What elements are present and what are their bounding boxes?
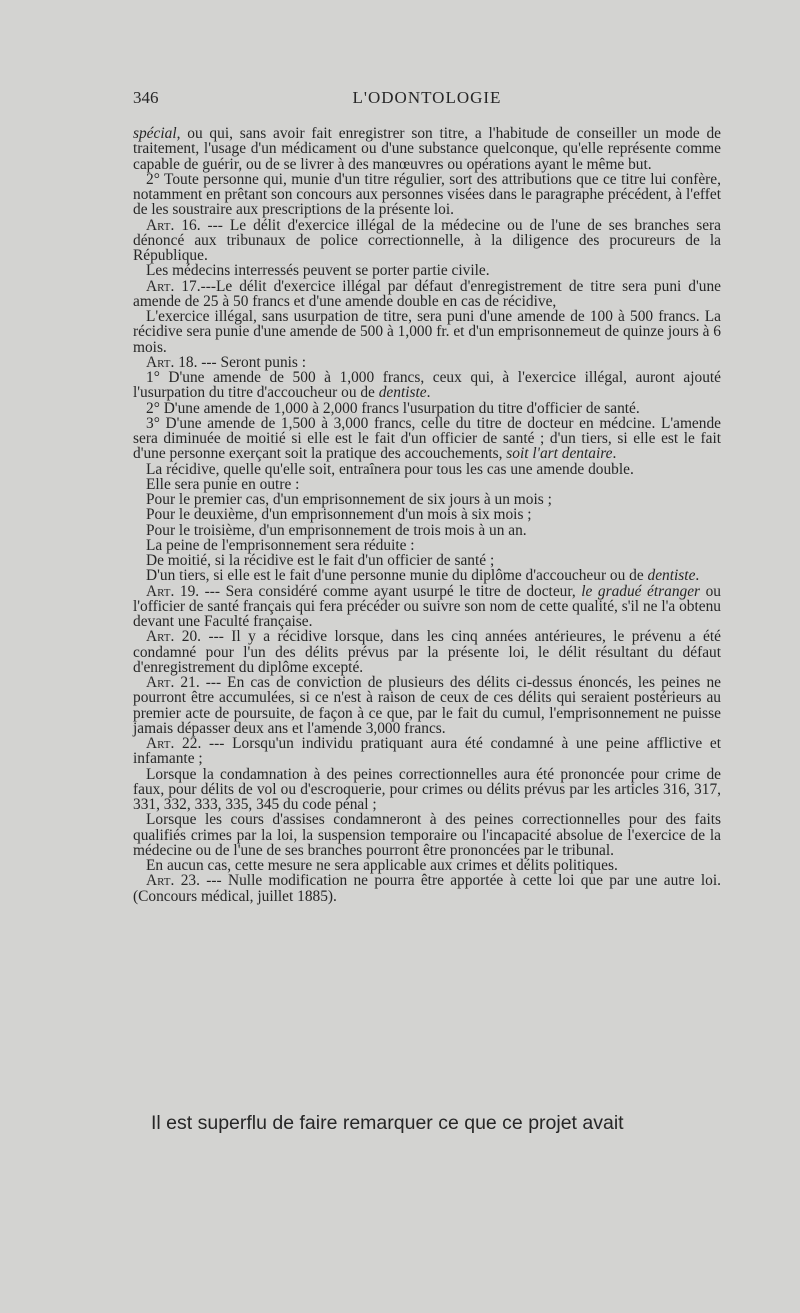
article-number: Art. 18.: [146, 353, 198, 371]
paragraph: [133, 767, 721, 813]
paragraph-text: Pour le premier cas, d'un emprisonnement de six jours à un mois ;: [146, 491, 552, 508]
paragraph: [133, 523, 721, 538]
paragraph: [133, 462, 721, 477]
paragraph: [133, 553, 721, 568]
article-number: Art. 21.: [146, 674, 200, 691]
paragraph-tail: .: [426, 384, 431, 402]
article-number: Art. 17.: [146, 277, 201, 295]
paragraph-text: --- Il y a récidive lorsque, dans les cinq années antérieures, le prévenu a été condamné pour l'un des délits prévus par la présente loi, le délit résultant du défaut d'enregistrement du diplôme excepté.: [133, 628, 721, 676]
paragraph-text: Pour le deuxième, d'un emprisonnement d'un mois à six mois ;: [146, 506, 532, 524]
paragraph-text: La peine de l'emprisonnement sera réduite :: [146, 536, 415, 554]
paragraph-text: ---Le délit d'exercice illégal par défaut d'enregistrement de titre sera puni d'une amende de 25 à 50 francs et d'une amende double en cas de récidive,: [133, 277, 721, 310]
paragraph: [133, 279, 721, 310]
page-number: 346: [133, 88, 159, 107]
paragraph: [133, 355, 721, 370]
italic-term: dentiste: [647, 567, 696, 585]
paragraph: [133, 858, 721, 873]
paragraph: [133, 675, 721, 736]
paragraph-text: --- Lorsqu'un individu pratiquant aura été condamné à une peine afflictive et infamante ;: [133, 735, 722, 768]
paragraph-text: --- Sera considéré comme ayant usurpé le titre de docteur,: [199, 582, 582, 600]
paragraph-text: 2° D'une amende de 1,000 à 2,000 francs l'usurpation du titre d'officier de santé.: [146, 399, 640, 417]
italic-term: le gradué étranger: [581, 582, 701, 600]
article-number: Art. 22.: [146, 735, 202, 752]
article-number: Art. 23.: [146, 872, 200, 890]
paragraph-text: La récidive, quelle qu'elle soit, entraînera pour tous les cas une amende double.: [146, 460, 634, 478]
paragraph-text: --- En cas de conviction de plusieurs des délits ci-dessus énoncés, les peines ne pourront être accumulées, si ce n'est à raison de ceux de ces délits qui seraient postérieurs au premier acte de poursuite, de façon à ce que, par le fait du cumul, l'emprisonnement ne puisse jamais dépasser deux ans et l'amende 3,000 francs.: [133, 674, 721, 737]
running-title: L'ODONTOLOGIE: [352, 88, 502, 107]
italic-term: dentiste: [378, 384, 427, 402]
paragraph-text: --- Nulle modification ne pourra être apportée à cette loi que par une autre loi. (Concours médical, juillet 1885).: [133, 872, 721, 905]
paragraph-tail: .: [612, 445, 617, 463]
paragraph: [133, 584, 721, 630]
paragraph-text: Elle sera punie en outre :: [146, 475, 300, 493]
paragraph-text: D'un tiers, si elle est le fait d'une personne munie du diplôme d'accoucheur ou de: [146, 567, 648, 585]
paragraph-text: --- Seront punis :: [197, 353, 307, 371]
paragraph-tail: ou l'officier de santé français qui fera précéder ou suivre son nom de cette qualité, s'il ne l'a obtenu devant une Faculté française.: [133, 582, 721, 630]
paragraph-tail: .: [695, 567, 700, 585]
paragraph: [133, 477, 721, 492]
paragraph-text: , ou qui, sans avoir fait enregistrer son titre, a l'habitude de conseiller un mode de traitement, l'usage d'un médicament ou d'une substance quelconque, qu'elle représente comme capable de guérir, ou de se livrer à des manœuvres ou opérations ayant le même but.: [133, 125, 721, 173]
paragraph-text: 2° Toute personne qui, munie d'un titre régulier, sort des attributions que ce titre lui confère, notamment en prêtant son concours aux personnes visées dans le paragraphe précédent, à l'effet de les soustraire aux prescriptions de la présente loi.: [133, 170, 721, 219]
paragraph-text: En aucun cas, cette mesure ne sera applicable aux crimes et délits politiques.: [146, 857, 618, 874]
closing-sentence: Il est superflu de faire remarquer ce que ce projet avait: [151, 1112, 624, 1134]
paragraph: [133, 568, 721, 583]
paragraph: [133, 370, 721, 401]
italic-term: spécial: [133, 125, 177, 142]
paragraph: [133, 538, 721, 553]
paragraph: [133, 263, 721, 278]
paragraph: [133, 507, 721, 522]
paragraph-text: --- Le délit d'exercice illégal de la médecine ou de l'une de ses branches sera dénoncé aux tribunaux de police correctionnelle, à la diligence des procureurs de la République.: [133, 216, 721, 264]
paragraph: [133, 416, 721, 462]
paragraph-text: Lorsque la condamnation à des peines correctionnelles aura été prononcée pour crime de faux, pour délits de vol ou d'escroquerie, pour crimes ou délits prévus par les articles 316, 317, 331, 332, 333, 335, 345 du code pénal ;: [133, 765, 721, 813]
article-number: Art. 19.: [146, 582, 200, 600]
law-text-body: [133, 126, 721, 904]
paragraph: [133, 172, 721, 218]
paragraph-text: 1° D'une amende de 500 à 1,000 francs, ceux qui, à l'exercice illégal, auront ajouté l'usurpation du titre d'accoucheur ou de: [133, 369, 721, 402]
paragraph-text: 3° D'une amende de 1,500 à 3,000 francs, celle du titre de docteur en médcine. L'amende sera diminuée de moitié si elle est le fait d'un officier de santé ; d'un tiers, si elle est le fait d'une personne exerçant soit la pratique des accouchements,: [133, 414, 721, 463]
paragraph-text: L'exercice illégal, sans usurpation de titre, sera puni d'une amende de 100 à 500 francs. La récidive sera punie d'une amende de 500 à 1,000 fr. et d'un emprisonnemeut de quinze jours à 6 mois.: [133, 308, 721, 356]
paragraph: [133, 873, 721, 904]
paragraph: [133, 736, 721, 767]
paragraph-text: De moitié, si la récidive est le fait d'un officier de santé ;: [146, 552, 495, 569]
paragraph: [133, 401, 721, 416]
paragraph: [133, 812, 721, 858]
paragraph-text: Lorsque les cours d'assises condamneront à des peines correctionnelles pour des faits qualifiés crimes par la loi, la suspension temporaire ou l'incapacité absolue de l'exercice de la médecine ou de l'une de ses branches pourront être prononcées par le tribunal.: [133, 811, 721, 859]
italic-term: soit l'art dentaire: [506, 445, 613, 463]
paragraph: [133, 126, 721, 172]
article-number: Art. 20.: [146, 628, 202, 646]
paragraph: [133, 309, 721, 355]
paragraph: [133, 218, 721, 264]
article-number: Art. 16.: [146, 216, 201, 234]
page-header: [133, 88, 721, 110]
paragraph-text: Les médecins interressés peuvent se porter partie civile.: [146, 262, 490, 280]
paragraph: [133, 629, 721, 675]
paragraph: [133, 492, 721, 507]
paragraph-text: Pour le troisième, d'un emprisonnement de trois mois à un an.: [146, 521, 527, 539]
